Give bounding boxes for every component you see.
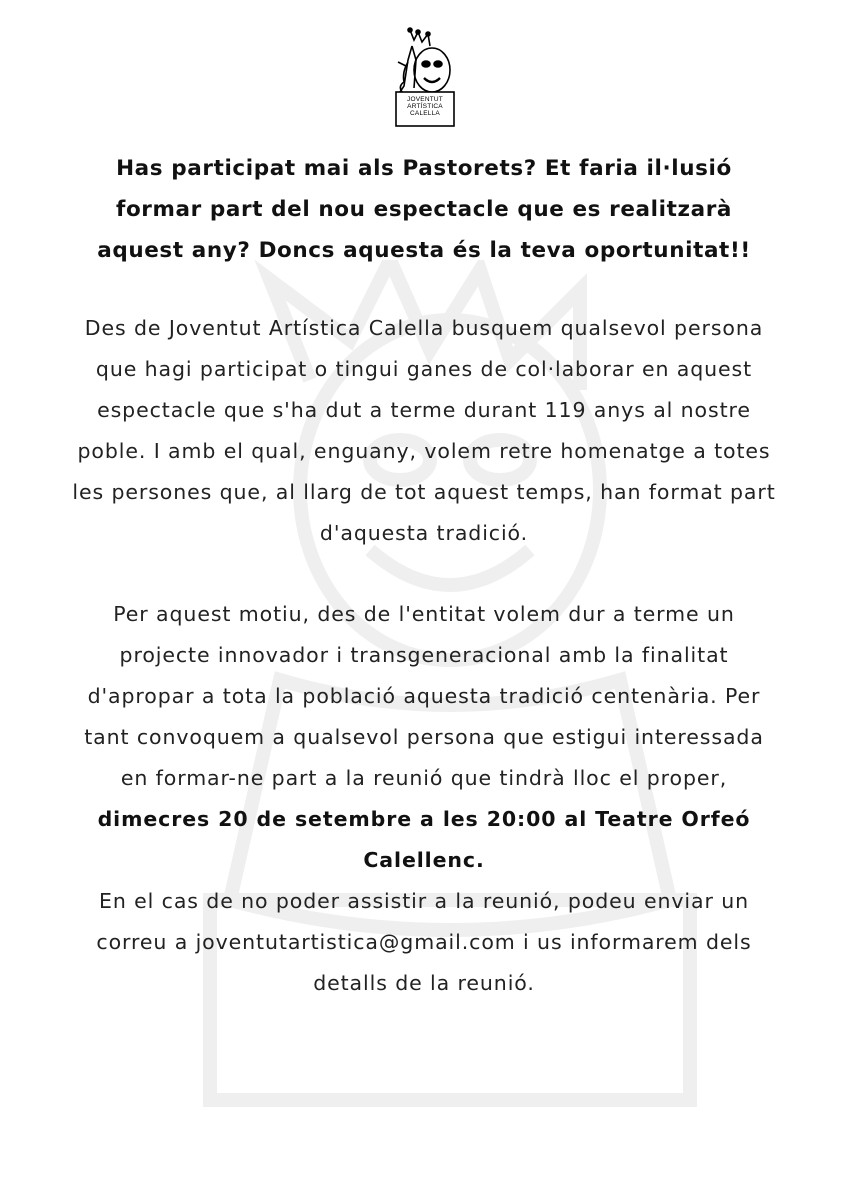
flyer-content (70, 148, 778, 1004)
contact-text: En el cas de no poder assistir a la reunió, podeu enviar un correu a joventutartistica@gmail.com i us informarem dels detalls de la reunió. (96, 889, 752, 995)
headline: Has participat mai als Pastorets? Et faria il·lusió formar part del nou espectacle que es realitzarà aquest any? Doncs aquesta és la teva oportunitat!! (97, 156, 751, 263)
paragraph-intro: Des de Joventut Artística Calella busquem qualsevol persona que hagi participat o tingui ganes de col·laborar en aquest espectacle que s'ha dut a terme durant 119 anys al nostre poble. I amb el qual, enguany, volem retre homenatge a totes les persones que, al llarg de tot aquest temps, han format part d'aquesta tradició. (72, 316, 776, 545)
logo-line-1: JOVENTUT (407, 96, 443, 103)
meeting-details: dimecres 20 de setembre a les 20:00 al Teatre Orfeó Calellenc. (97, 807, 751, 872)
paragraph-invitation (70, 594, 778, 1004)
logo-text (398, 96, 452, 117)
logo-line-3: CALELLA (410, 110, 440, 117)
logo-line-2: ARTÍSTICA (407, 103, 443, 110)
invitation-text: Per aquest motiu, des de l'entitat volem dur a terme un projecte innovador i transgeneracional amb la finalitat d'apropar a tota la població aquesta tradició centenària. Per tant convoquem a qualsevol persona que estigui interessada en formar-ne part a la reunió que tindrà lloc el proper, (84, 602, 764, 790)
